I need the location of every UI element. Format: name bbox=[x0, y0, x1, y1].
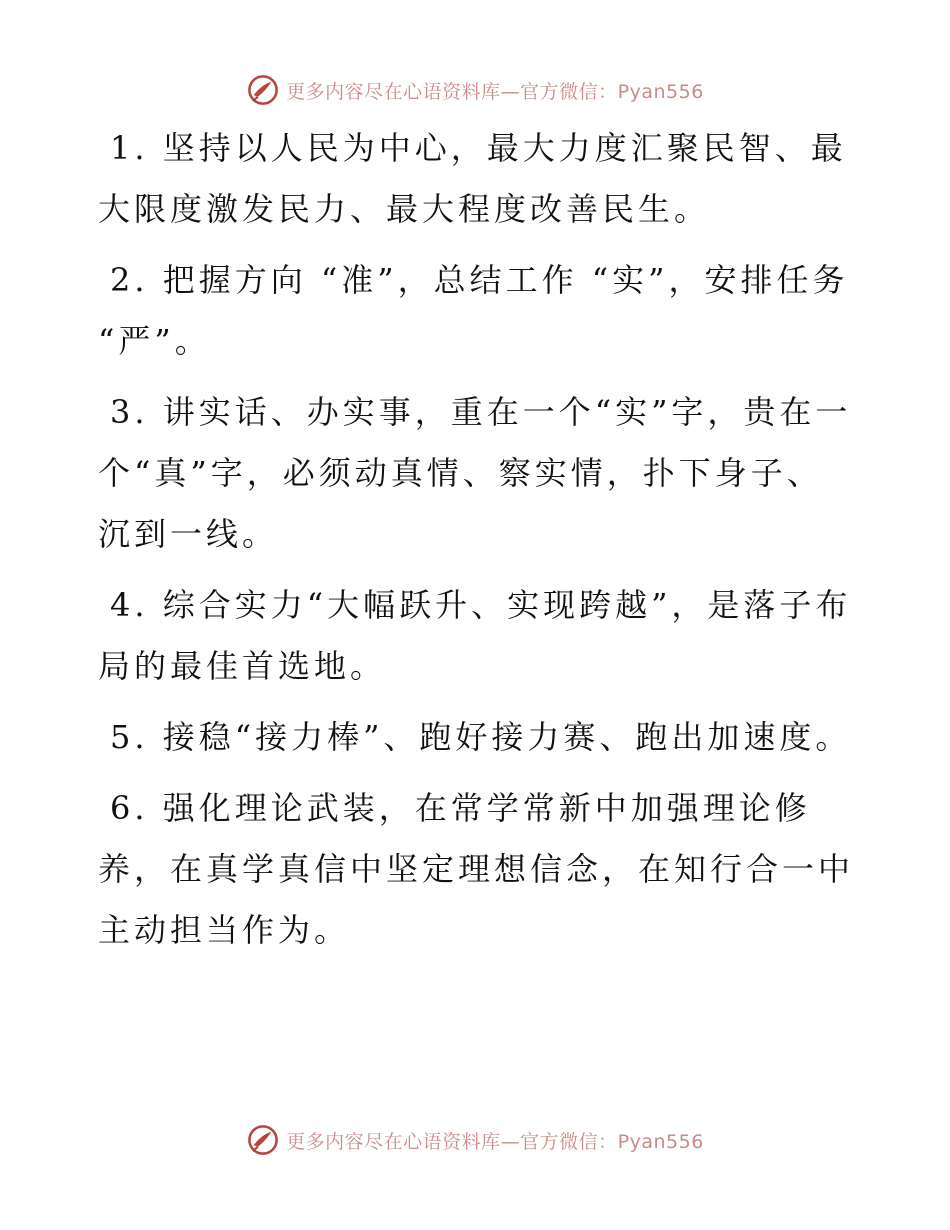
header-watermark bbox=[0, 72, 950, 108]
footer-watermark bbox=[0, 1122, 950, 1158]
pen-logo-icon bbox=[246, 73, 280, 107]
pen-logo-icon bbox=[246, 1123, 280, 1157]
paragraph-4: 4. 综合实力“大幅跃升、实现跨越”，是落子布局的最佳首选地。 bbox=[98, 586, 852, 685]
paragraph-2: 2. 把握方向 “准”，总结工作 “实”，安排任务 “严”。 bbox=[98, 261, 849, 360]
watermark-text: 更多内容尽在心语资料库—官方微信：Pyan556 bbox=[286, 1130, 704, 1153]
paragraph-6: 6. 强化理论武装，在常学常新中加强理论修养，在真学真信中坚定理想信念，在知行合一中主动担当作为。 bbox=[98, 789, 855, 949]
watermark-text: 更多内容尽在心语资料库—官方微信：Pyan556 bbox=[286, 80, 704, 103]
paragraph-5: 5. 接稳“接力棒”、跑好接力赛、跑出加速度。 bbox=[110, 718, 852, 756]
paragraph-1: 1. 坚持以人民为中心，最大力度汇聚民智、最大限度激发民力、最大程度改善民生。 bbox=[98, 129, 847, 228]
paragraph-3: 3. 讲实话、办实事，重在一个“实”字，贵在一个“真”字，必须动真情、察实情，扑下身子、沉到一线。 bbox=[98, 393, 852, 553]
document-body bbox=[98, 118, 858, 971]
